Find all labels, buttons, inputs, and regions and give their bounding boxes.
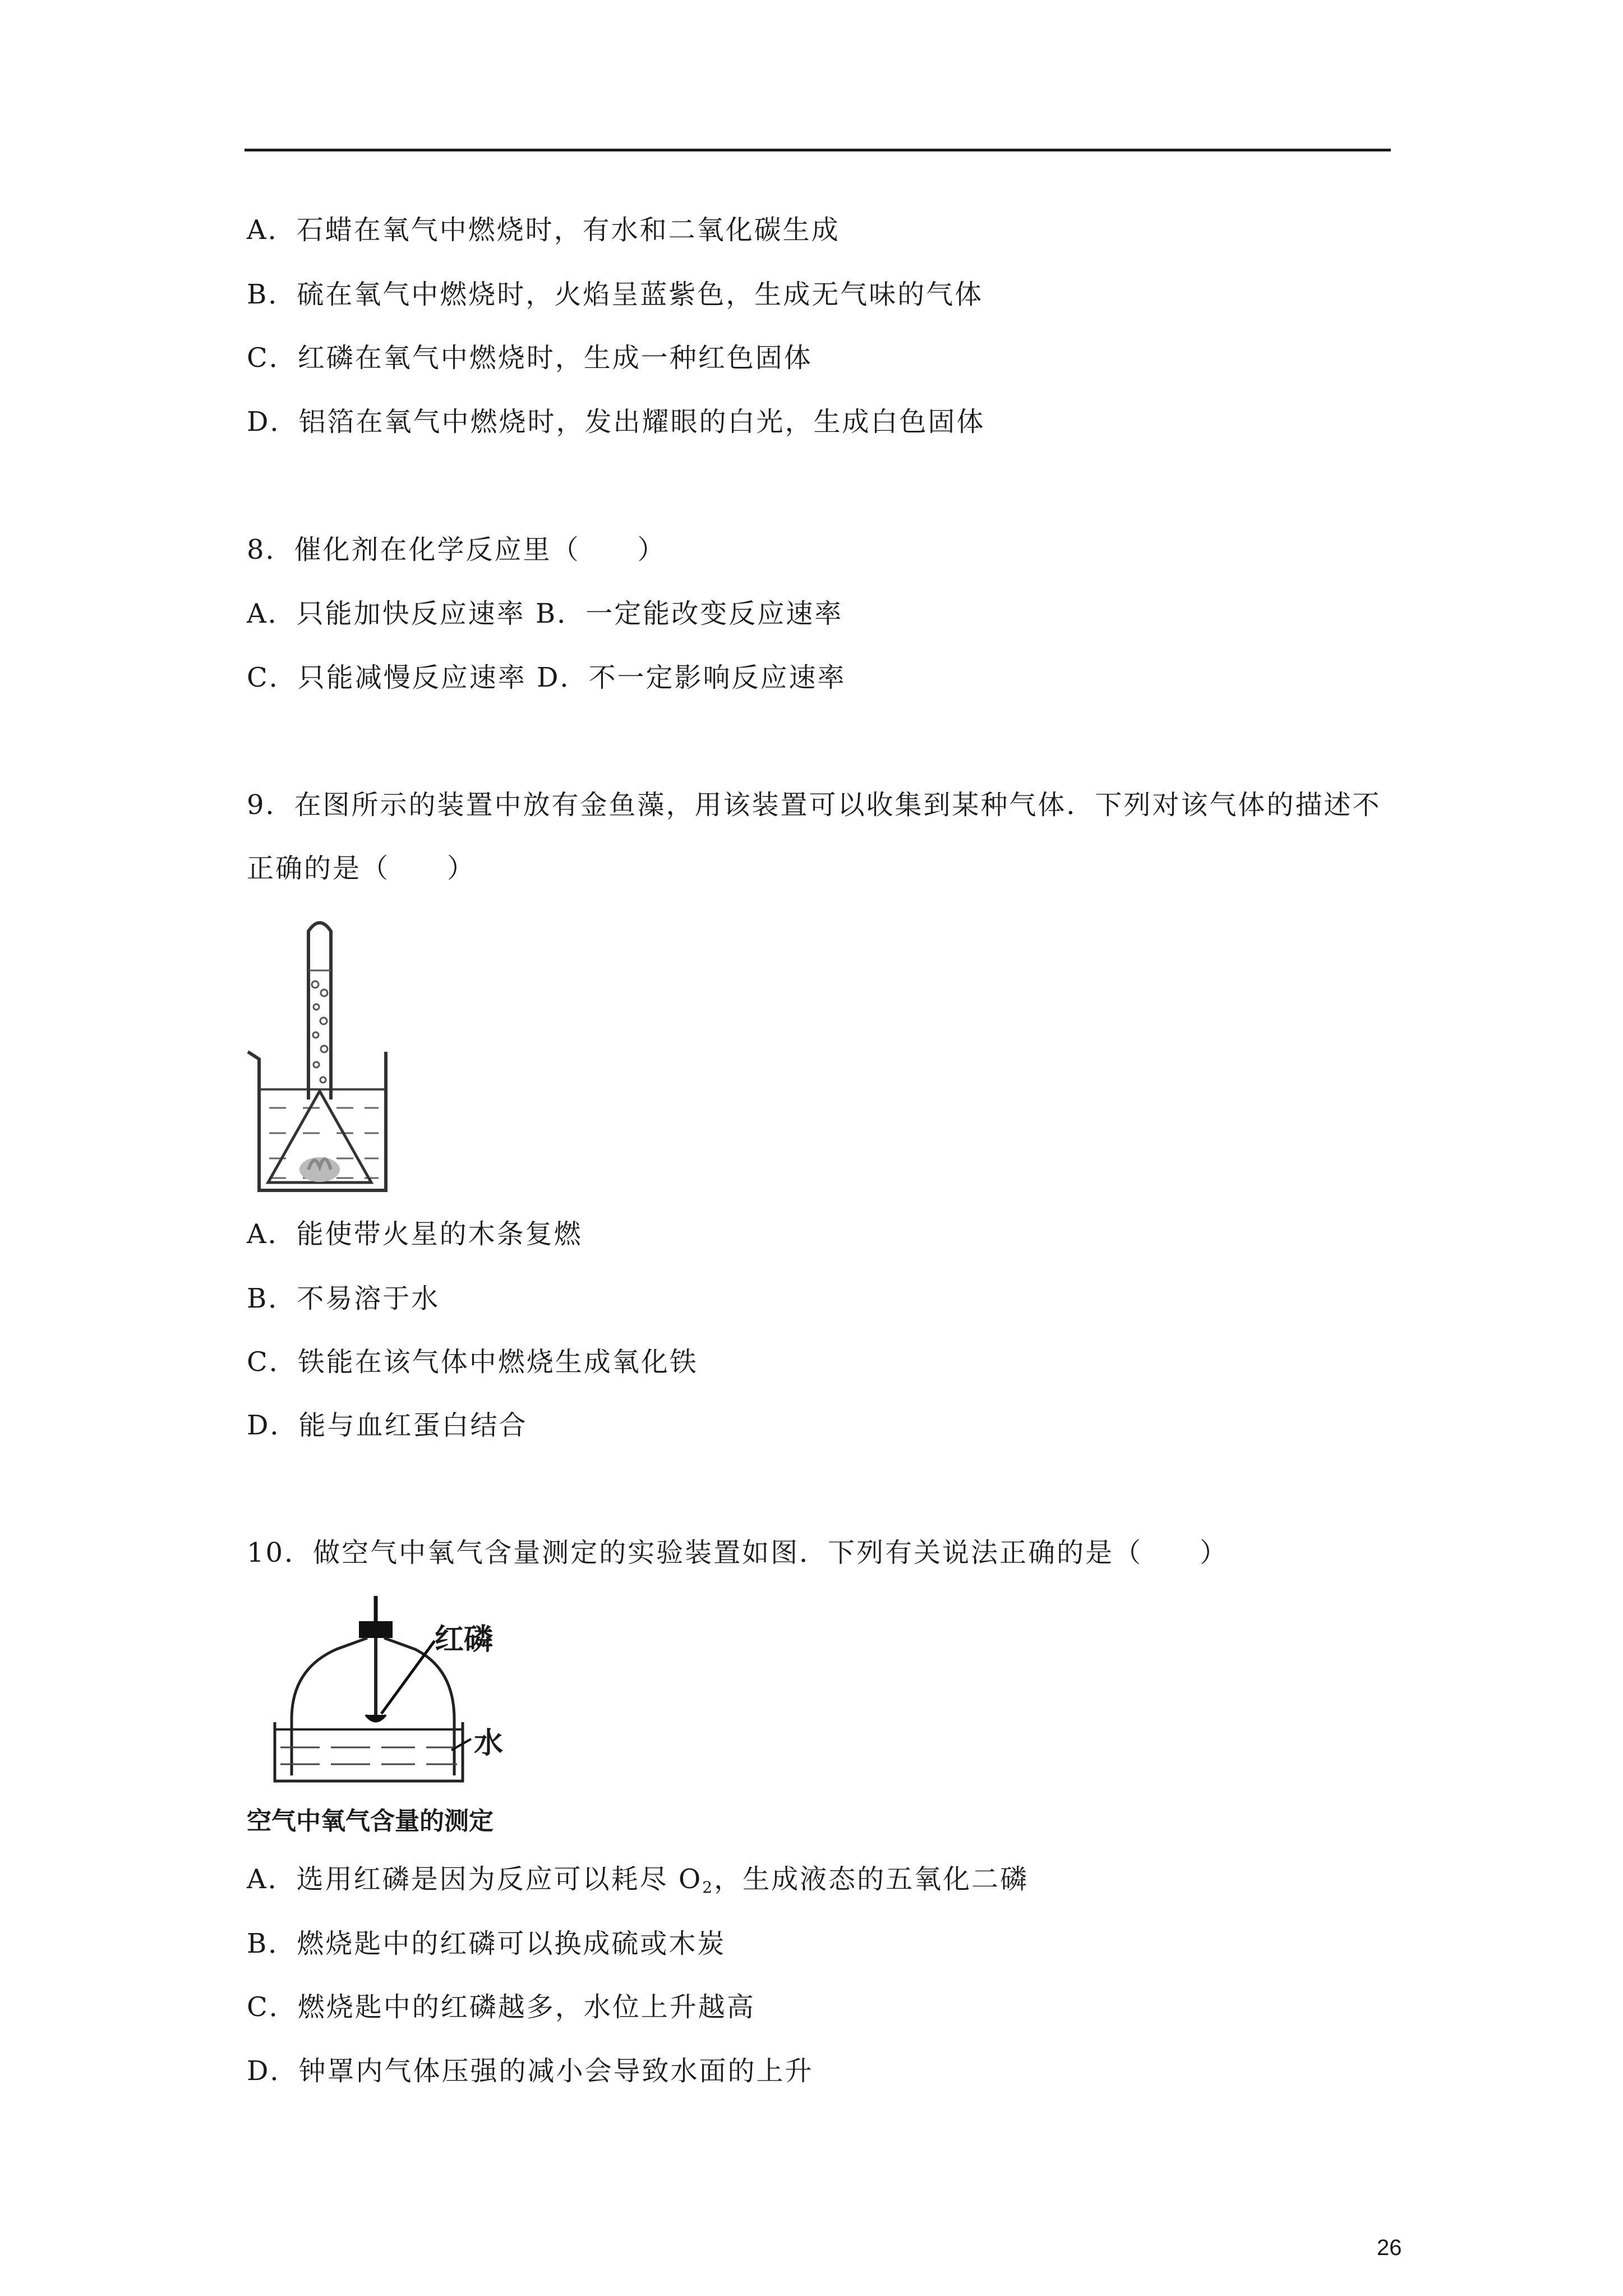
q8-stem: 8．催化剂在化学反应里（ ） (247, 534, 666, 565)
q9-option-a: A．能使带火星的木条复燃 (247, 1218, 583, 1250)
q7-option-a: A．石蜡在氧气中燃烧时，有水和二氧化碳生成 (247, 214, 840, 246)
q7-option-b: B．硫在氧气中燃烧时，火焰呈蓝紫色，生成无气味的气体 (247, 279, 984, 310)
q9-stem-line2: 正确的是（ ） (247, 853, 476, 884)
q9-apparatus-figure (241, 914, 398, 1195)
q10-option-a (247, 1862, 1029, 1904)
q7-option-d: D．铝箔在氧气中燃烧时，发出耀眼的白光，生成白色固体 (247, 406, 985, 438)
q10-figure-caption: 空气中氧气含量的测定 (247, 1807, 494, 1835)
q10-option-d: D．钟罩内气体压强的减小会导致水面的上升 (247, 2055, 814, 2087)
page-number: 26 (1377, 2235, 1402, 2260)
q10-label-phosphorus: 红磷 (435, 1623, 494, 1657)
q10-option-a-prefix: A．选用红磷是因为反应可以耗尽 O (247, 1864, 703, 1895)
q9-stem-line1: 9．在图所示的装置中放有金鱼藻，用该装置可以收集到某种气体．下列对该气体的描述不 (247, 789, 1381, 821)
q8-options-row1: A．只能加快反应速率 B．一定能改变反应速率 (247, 598, 843, 629)
q10-option-a-subscript: 2 (702, 1878, 714, 1897)
header-rule (245, 149, 1391, 151)
q10-stem: 10．做空气中氧气含量测定的实验装置如图．下列有关说法正确的是（ ） (247, 1537, 1229, 1568)
q8-options-row2: C．只能减慢反应速率 D．不一定影响反应速率 (247, 662, 846, 693)
q9-option-b: B．不易溶于水 (247, 1283, 440, 1314)
q9-option-c: C．铁能在该气体中燃烧生成氧化铁 (247, 1346, 698, 1378)
q10-label-water: 水 (474, 1727, 504, 1760)
q7-option-c: C．红磷在氧气中燃烧时，生成一种红色固体 (247, 342, 813, 374)
q9-option-d: D．能与血红蛋白结合 (247, 1410, 528, 1441)
q10-option-b: B．燃烧匙中的红磷可以换成硫或木炭 (247, 1928, 726, 1959)
q10-option-a-suffix: ，生成液态的五氧化二磷 (714, 1864, 1029, 1895)
q10-option-c: C．燃烧匙中的红磷越多，水位上升越高 (247, 1991, 755, 2023)
